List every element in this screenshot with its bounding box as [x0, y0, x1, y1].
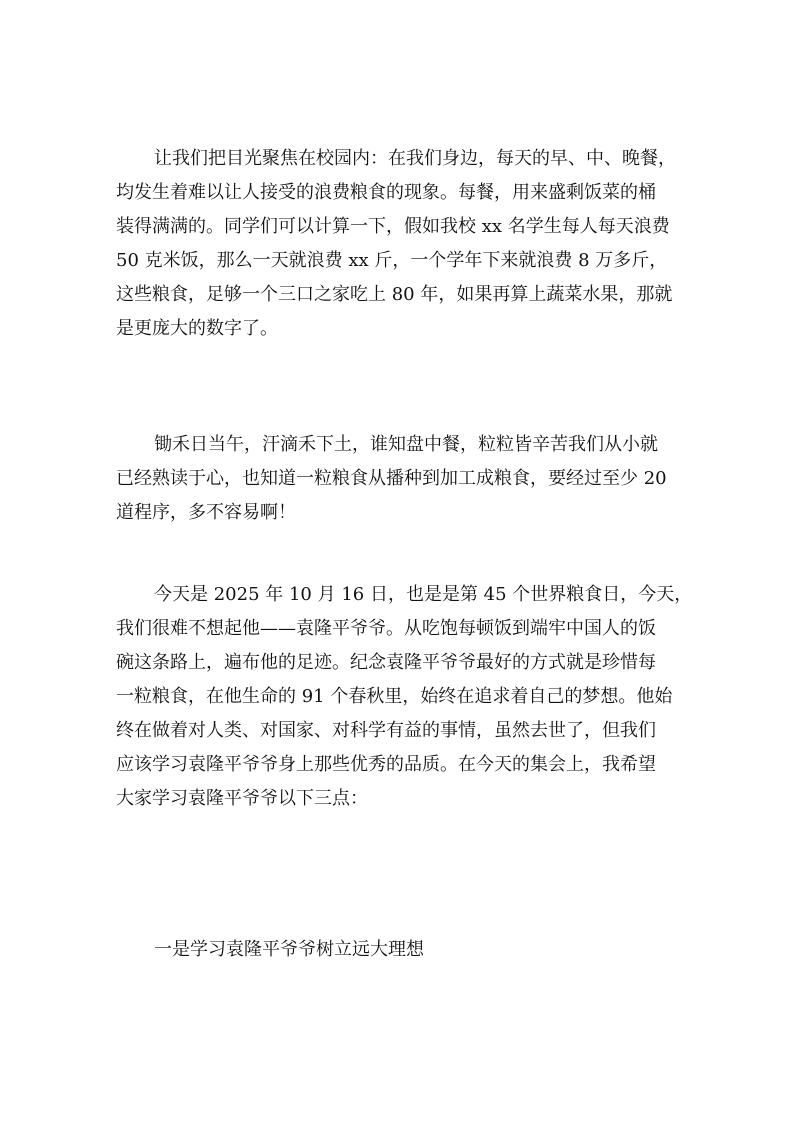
paragraph-line: 是更庞大的数字了。 [116, 318, 278, 339]
paragraph-line: 一是学习袁隆平爷爷树立远大理想 [154, 939, 424, 960]
paragraph-line: 道程序，多不容易啊！ [116, 502, 296, 523]
paragraph-line: 装得满满的。同学们可以计算一下，假如我校 xx 名学生每人每天浪费 [116, 216, 670, 237]
paragraph-food-day [116, 578, 693, 816]
paragraph-line: 应该学习袁隆平爷爷身上那些优秀的品质。在今天的集会上，我希望 [116, 754, 656, 775]
paragraph-line: 均发生着难以让人接受的浪费粮食的现象。每餐，用来盛剩饭菜的桶 [116, 182, 656, 203]
paragraph-line: 大家学习袁隆平爷爷以下三点： [116, 788, 368, 809]
paragraph-line: 终在做着对人类、对国家、对科学有益的事情，虽然去世了，但我们 [116, 720, 656, 741]
paragraph-line: 一粒粮食，在他生命的 91 个春秋里，始终在追求着自己的梦想。他始 [116, 686, 673, 707]
paragraph-line: 碗这条路上，遍布他的足迹。纪念袁隆平爷爷最好的方式就是珍惜每 [116, 652, 656, 673]
paragraph-line: 让我们把目光聚焦在校园内：在我们身边，每天的早、中、晚餐， [154, 148, 676, 169]
paragraph-line: 已经熟读于心，也知道一粒粮食从播种到加工成粮食，要经过至少 20 [116, 468, 667, 489]
paragraph-line: 我们很难不想起他——袁隆平爷爷。从吃饱每顿饭到端牢中国人的饭 [116, 618, 656, 639]
paragraph-poem [116, 428, 676, 530]
paragraph-point-one [116, 933, 676, 967]
paragraph-campus-waste [116, 142, 676, 346]
paragraph-line: 今天是 2025 年 10 月 16 日，也是是第 45 个世界粮食日，今天， [154, 584, 693, 605]
paragraph-line: 50 克米饭，那么一天就浪费 xx 斤，一个学年下来就浪费 8 万多斤， [116, 250, 668, 271]
paragraph-line: 这些粮食，足够一个三口之家吃上 80 年，如果再算上蔬菜水果，那就 [116, 284, 673, 305]
paragraph-line: 锄禾日当午，汗滴禾下土，谁知盘中餐，粒粒皆辛苦我们从小就 [154, 434, 658, 455]
